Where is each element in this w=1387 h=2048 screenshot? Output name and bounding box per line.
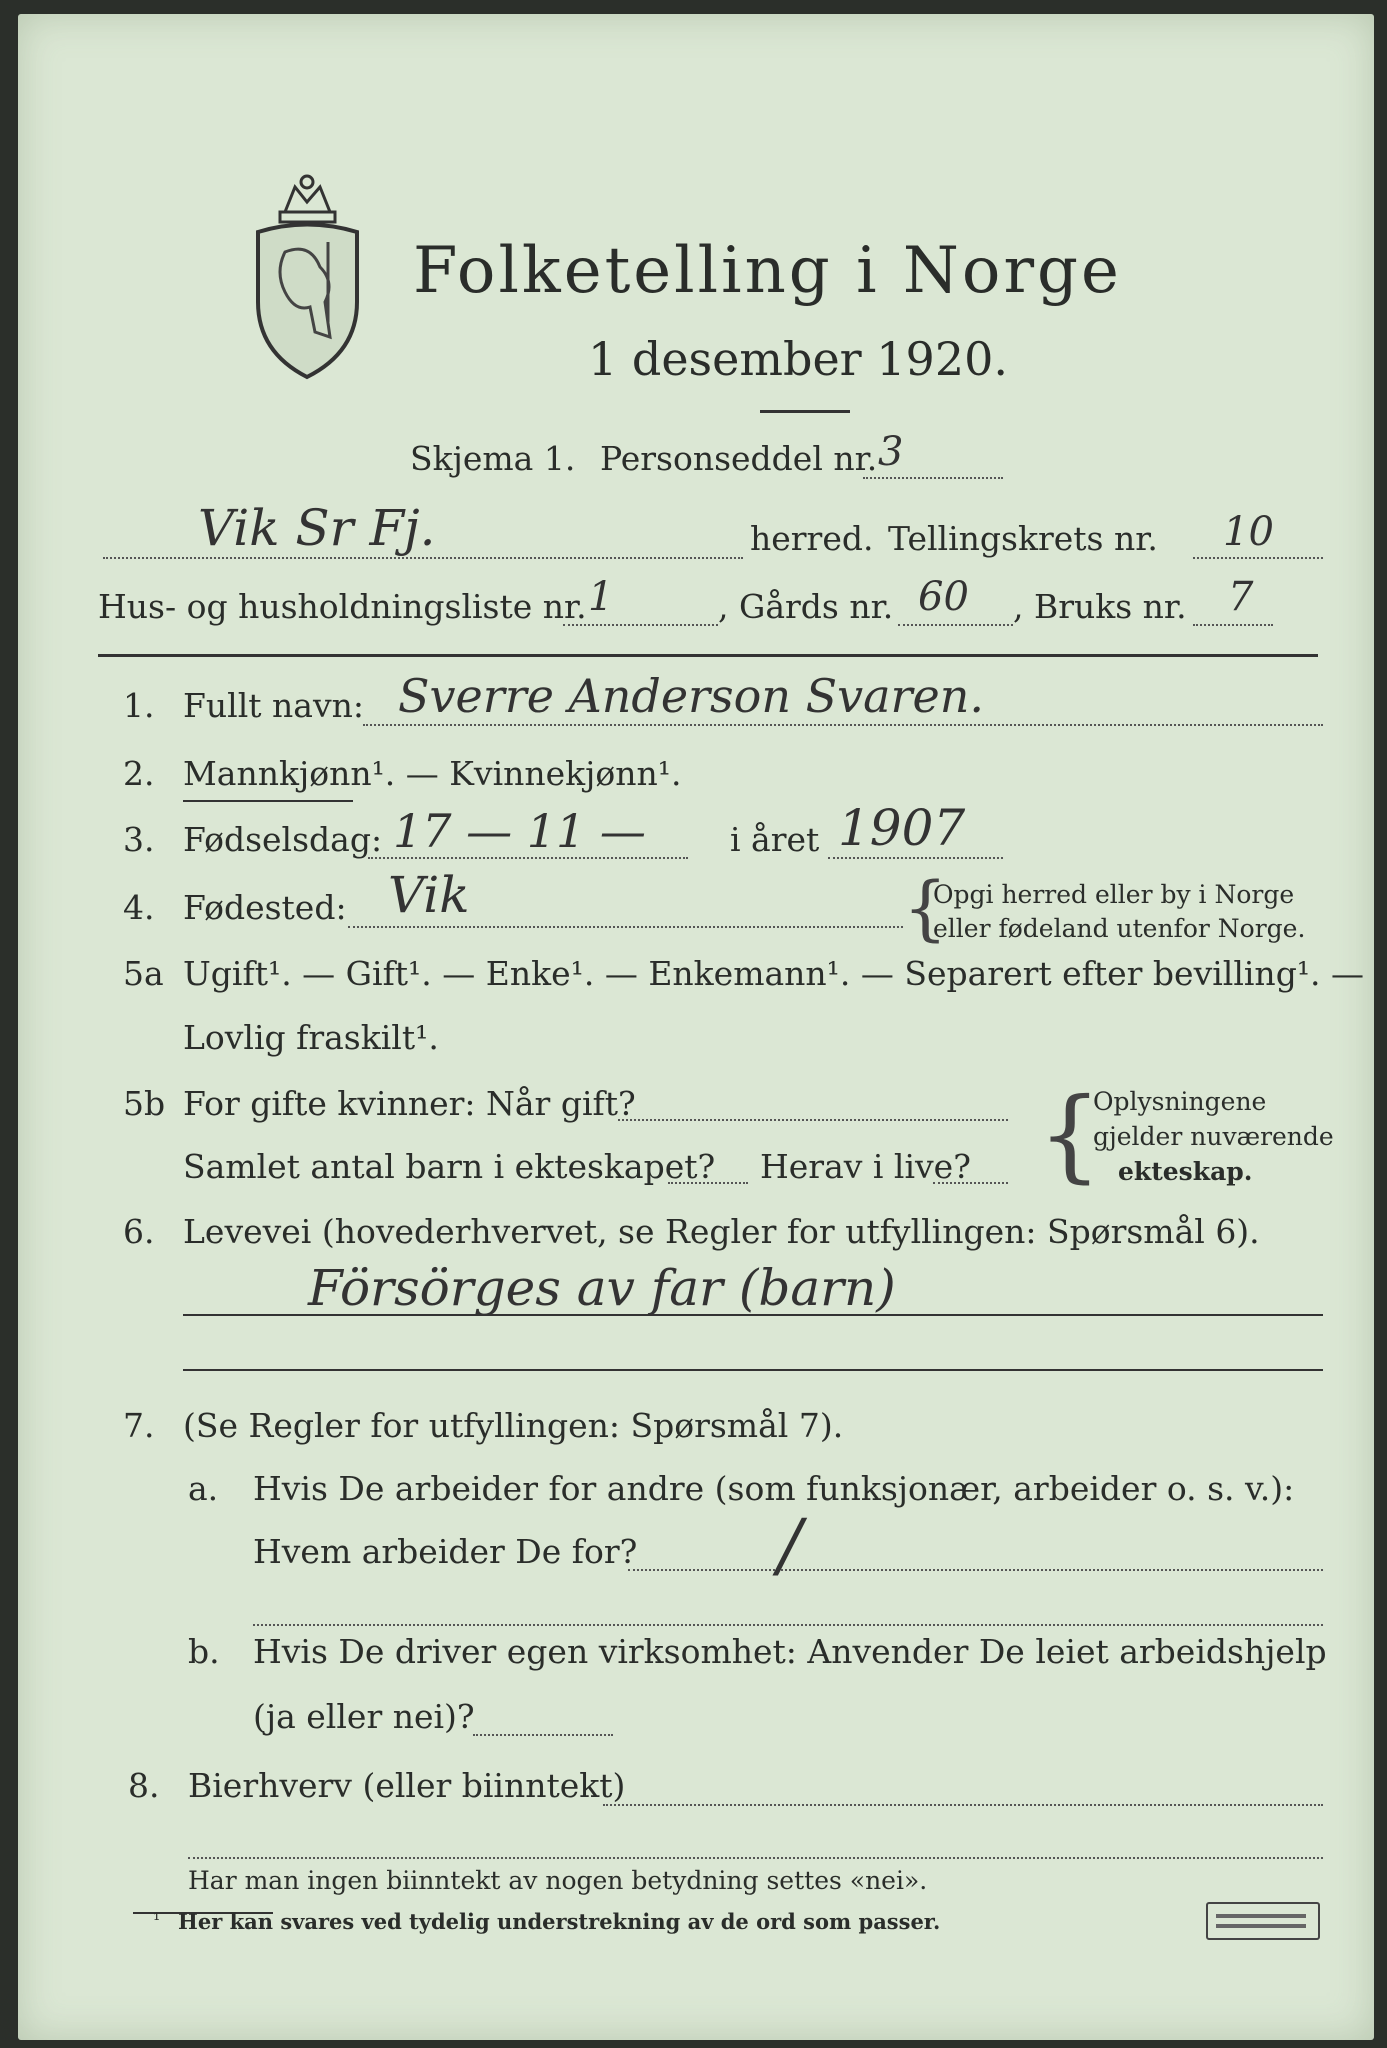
- self-employed-question: Hvis De driver egen virksomhet: Anvender De leiet arbeidshjelp: [253, 1632, 1327, 1671]
- birthdate-label: Fødselsdag:: [183, 820, 383, 859]
- q8-number: 8.: [128, 1766, 160, 1805]
- census-form: [18, 14, 1374, 2040]
- q5b-number: 5b: [123, 1084, 166, 1123]
- q6-number: 6.: [123, 1212, 155, 1251]
- birthplace-note-2: eller fødeland utenfor Norge.: [933, 914, 1306, 943]
- marriage-note-1: Oplysningene: [1093, 1087, 1267, 1116]
- marriage-note-brace: {: [1038, 1076, 1102, 1193]
- birthplace-note-1: Opgi herred eller by i Norge: [933, 880, 1295, 909]
- q7-label: (Se Regler for utfyllingen: Spørsmål 7).: [183, 1406, 844, 1445]
- personseddel-value: 3: [878, 429, 904, 475]
- herred-value: Vik Sr Fj.: [198, 499, 436, 557]
- tellingskrets-label: Tellingskrets nr.: [888, 519, 1158, 558]
- q3-number: 3.: [123, 820, 155, 859]
- header-divider: [98, 654, 1318, 657]
- printer-stamp: [1206, 1902, 1320, 1940]
- birthyear-dots: [828, 857, 1003, 859]
- q7-number: 7.: [123, 1406, 155, 1445]
- birthdate-value: 17 — 11 —: [393, 804, 646, 858]
- title-divider: [760, 410, 850, 413]
- occupation-value: Försörges av far (barn): [308, 1259, 896, 1317]
- q7b-number: b.: [188, 1632, 220, 1671]
- herred-label: herred.: [750, 519, 874, 558]
- children-alive-label: Herav i live?: [760, 1147, 971, 1186]
- marriage-note-2: gjelder nuværende: [1093, 1122, 1334, 1151]
- skjema-label: Skjema 1.: [410, 439, 576, 478]
- bruks-value: 7: [1228, 574, 1254, 620]
- gender-underline: [183, 800, 353, 802]
- birthplace-label: Fødested:: [183, 888, 347, 927]
- birthplace-dots: [348, 926, 903, 928]
- personseddel-label: Personseddel nr.: [600, 439, 878, 478]
- q4-number: 4.: [123, 888, 155, 927]
- page-title: Folketelling i Norge: [413, 234, 1122, 308]
- marital-status-options-2: Lovlig fraskilt¹.: [183, 1018, 439, 1057]
- employer-value: /: [778, 1504, 802, 1586]
- tellingskrets-value: 10: [1223, 509, 1274, 555]
- occupation-label: Levevei (hovederhvervet, se Regler for utfyllingen: Spørsmål 6).: [183, 1212, 1260, 1251]
- married-when-dots: [618, 1119, 1008, 1121]
- gender-options: Mannkjønn¹. — Kvinnekjønn¹.: [183, 754, 682, 793]
- employer-dots-2: [253, 1624, 1323, 1626]
- hus-value: 1: [588, 574, 614, 620]
- secondary-income-dots-2: [188, 1857, 1323, 1859]
- q7a-number: a.: [188, 1469, 219, 1508]
- personseddel-dots: [863, 477, 1003, 479]
- footnote-text: Her kan svares ved tydelig understrekning av de ord som passer.: [178, 1909, 941, 1934]
- footer-note: Har man ingen biinntekt av nogen betydning settes «nei».: [188, 1866, 928, 1895]
- full-name-label: Fullt navn:: [183, 686, 364, 725]
- hus-dots: [563, 624, 718, 626]
- gards-value: 60: [918, 574, 969, 620]
- married-when-label: For gifte kvinner: Når gift?: [183, 1084, 636, 1123]
- birthplace-value: Vik: [388, 866, 470, 924]
- full-name-value: Sverre Anderson Svaren.: [398, 669, 984, 723]
- birthyear-value: 1907: [838, 799, 966, 857]
- footnote-mark: ¹: [153, 1910, 161, 1931]
- full-name-dots: [363, 724, 1323, 726]
- coat-of-arms-icon: [250, 172, 365, 382]
- bruks-dots: [1193, 624, 1273, 626]
- occupation-line-2: [183, 1369, 1323, 1371]
- children-alive-dots: [933, 1182, 1008, 1184]
- herred-dots: [103, 557, 743, 559]
- employer-dots: [628, 1569, 1323, 1571]
- employer-question: Hvis De arbeider for andre (som funksjonær, arbeider o. s. v.):: [253, 1469, 1295, 1508]
- tellingskrets-dots: [1193, 557, 1323, 559]
- birthyear-label: i året: [730, 820, 820, 859]
- q1-number: 1.: [123, 686, 155, 725]
- q2-number: 2.: [123, 754, 155, 793]
- secondary-income-dots: [603, 1804, 1323, 1806]
- birthplace-brace: {: [903, 867, 948, 949]
- q5a-number: 5a: [123, 954, 164, 993]
- children-count-label: Samlet antal barn i ekteskapet?: [183, 1147, 716, 1186]
- gards-label: , Gårds nr.: [718, 587, 894, 626]
- bruks-label: , Bruks nr.: [1013, 587, 1187, 626]
- employer-label: Hvem arbeider De for?: [253, 1532, 638, 1571]
- children-count-dots: [668, 1182, 748, 1184]
- self-employed-dots: [473, 1734, 613, 1736]
- occupation-line-1: [183, 1314, 1323, 1316]
- marriage-note-3: ekteskap.: [1118, 1157, 1253, 1186]
- marital-status-options: Ugift¹. — Gift¹. — Enke¹. — Enkemann¹. — Separert efter bevilling¹. —: [183, 954, 1365, 993]
- hus-label: Hus- og husholdningsliste nr.: [98, 587, 587, 626]
- census-date: 1 desember 1920.: [588, 332, 1008, 386]
- self-employed-label: (ja eller nei)?: [253, 1697, 475, 1736]
- secondary-income-label: Bierhverv (eller biinntekt): [188, 1766, 626, 1805]
- gards-dots: [898, 624, 1013, 626]
